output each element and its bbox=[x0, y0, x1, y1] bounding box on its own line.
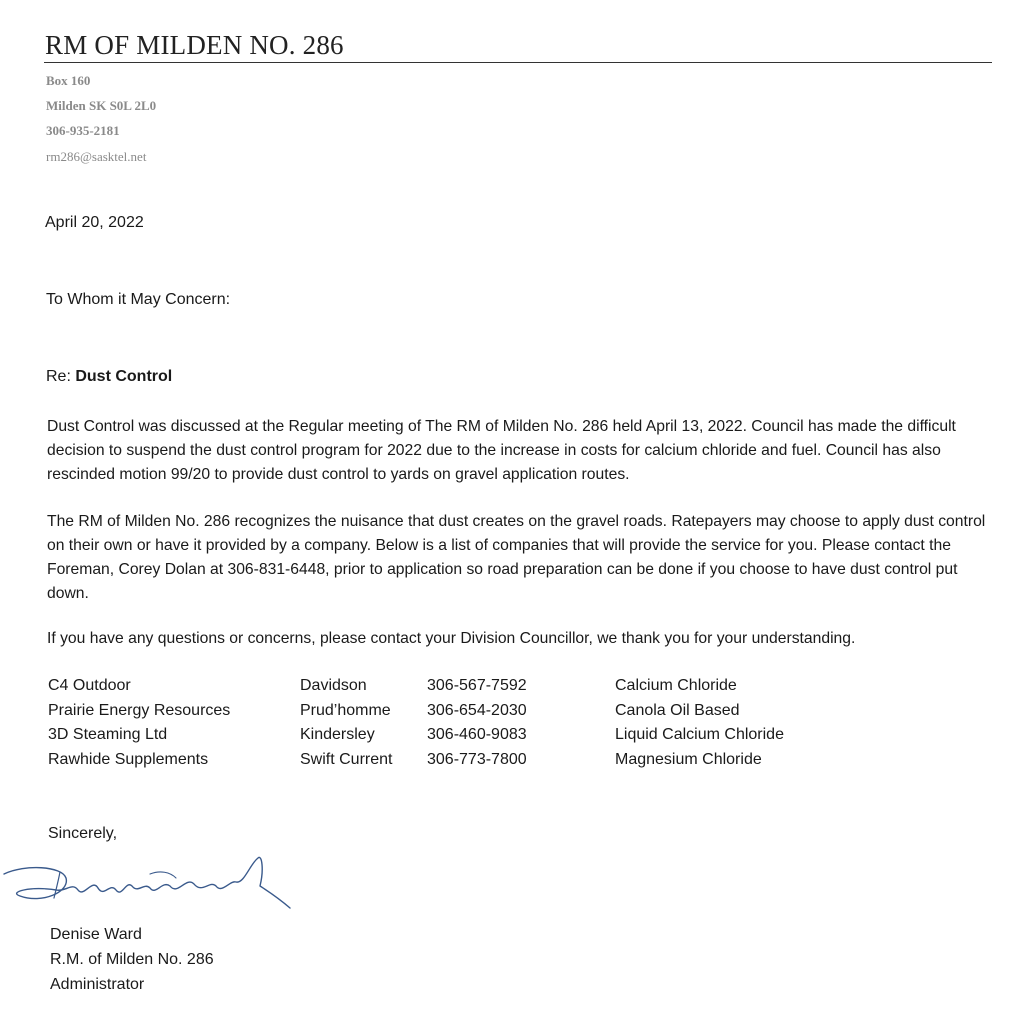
salutation: To Whom it May Concern: bbox=[46, 291, 231, 308]
company-phone: 306-460-9083 bbox=[427, 726, 527, 744]
company-name: Prairie Energy Resources bbox=[48, 701, 231, 719]
company-product: Canola Oil Based bbox=[615, 701, 740, 719]
re-subject: Dust Control bbox=[75, 368, 173, 385]
company-product: Magnesium Chloride bbox=[615, 750, 762, 768]
re-prefix: Re: bbox=[46, 368, 76, 385]
company-name: C4 Outdoor bbox=[48, 677, 131, 695]
header-divider bbox=[44, 62, 992, 63]
table-row bbox=[48, 723, 784, 748]
organization-title: RM OF MILDEN NO. 286 bbox=[45, 30, 344, 60]
table-row bbox=[48, 674, 784, 699]
closing: Sincerely, bbox=[48, 825, 118, 842]
address-phone: 306-935-2181 bbox=[46, 123, 120, 138]
handwritten-signature bbox=[0, 852, 300, 922]
company-list bbox=[48, 674, 784, 772]
address-city-postal: Milden SK S0L 2L0 bbox=[46, 98, 157, 113]
company-phone: 306-654-2030 bbox=[427, 701, 527, 719]
body-paragraph-2: The RM of Milden No. 286 recognizes the nuisance that dust creates on the gravel roads. Ratepayers may choose to apply dust control on their own or have it provided by a company. Below is a list of companies that will provide the service for you. Please contact the Foreman, Corey Dolan at 306-831-6448, prior to application so road preparation can be done if you choose to have dust control put down. bbox=[47, 513, 986, 602]
company-phone: 306-773-7800 bbox=[427, 750, 527, 768]
body-paragraph-3: If you have any questions or concerns, please contact your Division Councillor, we thank you for your understanding. bbox=[47, 630, 856, 647]
body-paragraph-1: Dust Control was discussed at the Regular meeting of The RM of Milden No. 286 held April 13, 2022. Council has made the difficult decision to suspend the dust control program for 2022 due to the increase in costs for calcium chloride and fuel. Council has also rescinded motion 99/20 to provide dust control to yards on gravel application routes. bbox=[47, 418, 956, 483]
company-phone: 306-567-7592 bbox=[427, 677, 527, 695]
company-location: Davidson bbox=[300, 677, 367, 695]
table-row bbox=[48, 699, 784, 724]
company-location: Prud’homme bbox=[300, 701, 391, 719]
company-product: Liquid Calcium Chloride bbox=[615, 726, 784, 744]
company-location: Kindersley bbox=[300, 726, 375, 744]
company-name: 3D Steaming Ltd bbox=[48, 726, 168, 744]
company-location: Swift Current bbox=[300, 750, 393, 768]
address-po-box: Box 160 bbox=[46, 73, 91, 88]
company-name: Rawhide Supplements bbox=[48, 750, 209, 768]
signer-organization: R.M. of Milden No. 286 bbox=[50, 951, 214, 968]
company-product: Calcium Chloride bbox=[615, 677, 737, 695]
re-line bbox=[46, 368, 172, 386]
address-email: rm286@sasktel.net bbox=[46, 149, 147, 164]
signer-title: Administrator bbox=[50, 976, 145, 993]
letter-date: April 20, 2022 bbox=[45, 214, 144, 231]
table-row bbox=[48, 748, 784, 773]
signer-name: Denise Ward bbox=[50, 926, 142, 943]
